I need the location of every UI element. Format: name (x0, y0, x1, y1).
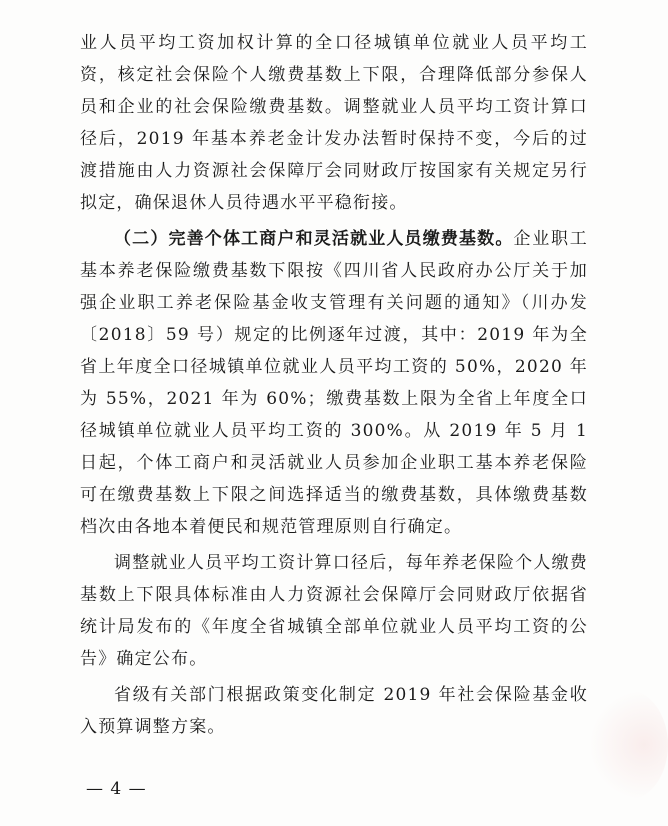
document-body (80, 27, 588, 747)
paragraph-3 (80, 547, 588, 675)
paragraph-1 (80, 27, 588, 219)
paragraph-1-text: 业人员平均工资加权计算的全口径城镇单位就业人员平均工资，核定社会保险个人缴费基数上下限，合理降低部分参保人员和企业的社会保险缴费基数。调整就业人员平均工资计算口径后，2019 年基本养老金计发办法暂时保持不变，今后的过渡措施由人力资源社会保障厅会同财政厅按国家有关规定另行拟定，确保退休人员待遇水平平稳衔接。 (80, 33, 588, 213)
paragraph-2 (80, 223, 588, 543)
paragraph-4-text: 省级有关部门根据政策变化制定 2019 年社会保险基金收入预算调整方案。 (80, 685, 588, 737)
paragraph-2-text: 企业职工基本养老保险缴费基数下限按《四川省人民政府办公厅关于加强企业职工养老保险基金收支管理有关问题的通知》（川办发〔2018〕59 号）规定的比例逐年过渡，其中：2019 年为全省上年度全口径城镇单位就业人员平均工资的 50%，2020 年为 55%，2021 年为 60%；缴费基数上限为全省上年度全口径城镇单位就业人员平均工资的 300%。从 2019 年 5 月 1 日起，个体工商户和灵活就业人员参加企业职工基本养老保险可在缴费基数上下限之间选择适当的缴费基数，具体缴费基数档次由各地本着便民和规范管理原则自行确定。 (80, 229, 588, 537)
page-number: — 4 — (86, 779, 147, 799)
paragraph-3-text: 调整就业人员平均工资计算口径后，每年养老保险个人缴费基数上下限具体标准由人力资源社会保障厅会同财政厅依据省统计局发布的《年度全省城镇全部单位就业人员平均工资的公告》确定公布。 (80, 553, 588, 669)
red-stamp-bleed (588, 690, 668, 800)
paragraph-4 (80, 679, 588, 743)
section-heading: （二）完善个体工商户和灵活就业人员缴费基数。 (114, 229, 514, 249)
